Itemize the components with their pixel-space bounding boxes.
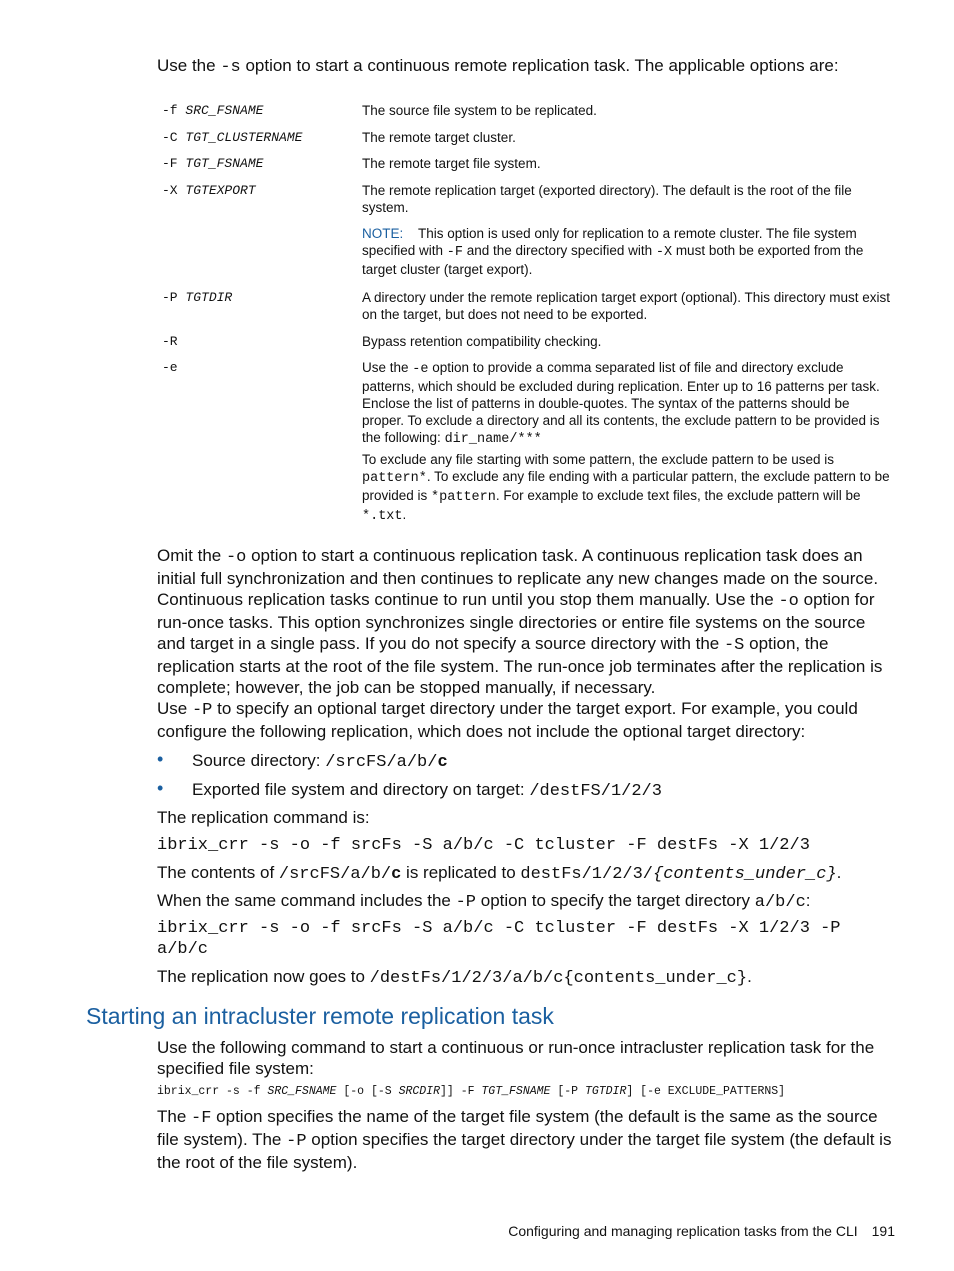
cmd-intro: The replication command is: <box>157 808 370 827</box>
command-example: ibrix_crr -s -o -f srcFs -S a/b/c -C tcluster -F destFs -X 1/2/3 <box>157 836 810 855</box>
use-p-paragraph: Use -P to specify an optional target directory under the target export. For example, you could configure the following replication, which does not include the optional target directory: <box>157 699 858 741</box>
command-example: ibrix_crr -s -o -f srcFs -S a/b/c -C tcluster -F destFs -X 1/2/3 -P a/b/c <box>157 919 851 959</box>
note-label: NOTE: <box>362 226 404 241</box>
section-heading: Starting an intracluster remote replication task <box>86 1003 554 1029</box>
now-goes-paragraph: The replication now goes to /destFs/1/2/3/a/b/c{contents_under_c}. <box>157 967 752 988</box>
page-footer <box>508 1223 895 1239</box>
footer-title: Configuring and managing replication tasks from the CLI <box>508 1223 858 1239</box>
intracluster-paragraph: Use the following command to start a continuous or run-once intracluster replication task for the specified file system: <box>157 1038 875 1078</box>
same-command-paragraph: When the same command includes the -P option to specify the target directory a/b/c: <box>157 891 811 912</box>
command-syntax: ibrix_crr -s -f SRC_FSNAME [-o [-S SRCDIR]] -F TGT_FSNAME [-P TGTDIR] [-e EXCLUDE_PATTERNS] <box>157 1085 786 1098</box>
flag-s: -s <box>220 58 241 77</box>
omit-paragraph: Omit the -o option to start a continuous replication task. A continuous replication task does an initial full synchronization and then continues to replicate any new changes made on the source. Continuous replication tasks continue to run until you stop them manually. Use the -o option for run-once tasks. This option synchronizes single directories or entire file systems on the source and target in a single pass. If you do not specify a source directory with the -S option, the replication starts at the root of the file system. The run-once job terminates after the replication is complete; however, the job can be stopped manually, if necessary. <box>157 546 883 697</box>
bullet-icon: • <box>157 749 164 769</box>
page-number: 191 <box>871 1223 895 1239</box>
bullet-icon: • <box>157 778 164 798</box>
target-option-paragraph: The -F option specifies the name of the target file system (the default is the same as the source file system). The -P option specifies the target directory under the target file system (the default is the root of the file system). <box>157 1107 892 1172</box>
contents-paragraph: The contents of /srcFS/a/b/c is replicated to destFs/1/2/3/{contents_under_c}. <box>157 863 842 884</box>
intro-paragraph: Use the -s option to start a continuous remote replication task. The applicable options are: <box>157 56 839 77</box>
